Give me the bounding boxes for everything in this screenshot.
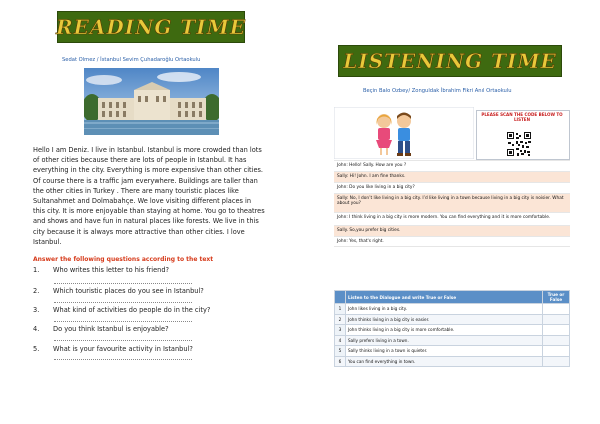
reading-time-banner xyxy=(57,11,245,43)
question-number: 4. xyxy=(33,325,40,333)
answer-line-2[interactable] xyxy=(54,302,192,303)
questions-instruction: Answer the following questions according to the text xyxy=(33,256,214,263)
question-text: Which touristic places do you see in Istanbul? xyxy=(53,287,204,295)
listening-time-banner xyxy=(338,45,562,77)
row-number: 1 xyxy=(335,304,346,315)
answer-line-3[interactable] xyxy=(54,321,192,322)
row-statement: Sally prefers living in a town. xyxy=(346,335,543,346)
table-header: Listen to the Dialogue and write True or False xyxy=(346,291,543,304)
row-number: 5 xyxy=(335,346,346,357)
question-2 xyxy=(33,287,204,295)
dialogue-line-1: John: Hello! Sally. How are you ? xyxy=(334,160,570,171)
answer-cell[interactable] xyxy=(543,335,570,346)
row-statement: Sally thinks living in a town is quieter. xyxy=(346,346,543,357)
listening-byline: Beçin Balo Ozbey/ Zonguldak İbrahim Fikri Anıl Ortaokulu xyxy=(363,88,512,94)
question-1 xyxy=(33,266,169,274)
qr-code-icon[interactable] xyxy=(506,131,532,157)
answer-cell[interactable] xyxy=(543,346,570,357)
row-number: 4 xyxy=(335,335,346,346)
question-3 xyxy=(33,306,210,314)
row-number: 2 xyxy=(335,314,346,325)
answer-line-1[interactable] xyxy=(54,283,192,284)
table-row xyxy=(335,304,570,315)
answer-cell[interactable] xyxy=(543,314,570,325)
dialogue-line-4: Sally: No, I don’t like living in a big city. I’d like living in a town because living in a big city is noisier. What about you? xyxy=(334,193,570,212)
dialogue-line-3: John: Do you like living in a big city? xyxy=(334,182,570,193)
table-header-row xyxy=(335,291,570,304)
answer-line-4[interactable] xyxy=(54,340,192,341)
question-text: What is your favourite activity in Istanbul? xyxy=(53,345,193,353)
question-number: 5. xyxy=(33,345,40,353)
reading-byline: Sedat Olmez / İstanbul Sevim Çuhadaroğlu Ortaokulu xyxy=(62,57,201,63)
answer-cell[interactable] xyxy=(543,304,570,315)
table-row xyxy=(335,325,570,336)
scan-instruction: PLEASE SCAN THE CODE BELOW TO LISTEN xyxy=(481,112,563,122)
question-text: Who writes this letter to his friend? xyxy=(53,266,170,274)
question-5 xyxy=(33,345,193,353)
table-row xyxy=(335,335,570,346)
dialogue-line-2: Sally: Hi! John. I am fine thanks. xyxy=(334,171,570,182)
reading-title: READING TIME xyxy=(55,15,247,39)
question-text: What kind of activities do people do in the city? xyxy=(53,306,211,314)
dolmabahce-palace-image xyxy=(84,68,219,135)
dialogue-line-7: John: Yes, that's right. xyxy=(334,236,570,247)
listening-title: LISTENING TIME xyxy=(343,49,557,73)
dialogue-line-5: John: I think living in a big city is more modern. You can find everything and it is more comfortable. xyxy=(334,212,570,225)
row-number: 3 xyxy=(335,325,346,336)
row-number: 6 xyxy=(335,356,346,367)
table-row xyxy=(335,314,570,325)
dialogue-line-6: Sally. So,you prefer big cities. xyxy=(334,225,570,236)
answer-cell[interactable] xyxy=(543,325,570,336)
table-row xyxy=(335,356,570,367)
question-number: 2. xyxy=(33,287,40,295)
row-statement: You can find everything in town. xyxy=(346,356,543,367)
row-statement: John thinks living in a big city is easier. xyxy=(346,314,543,325)
answer-line-5[interactable] xyxy=(54,359,192,360)
header-spacer xyxy=(335,291,346,304)
true-false-table xyxy=(334,290,570,367)
question-4 xyxy=(33,325,169,333)
true-false-header: True or False xyxy=(543,291,570,304)
question-number: 3. xyxy=(33,306,40,314)
row-statement: John likes living in a big city. xyxy=(346,304,543,315)
children-illustration xyxy=(334,107,474,159)
answer-cell[interactable] xyxy=(543,356,570,367)
row-statement: John thinks living in a big city is more comfortable. xyxy=(346,325,543,336)
table-row xyxy=(335,346,570,357)
question-text: Do you think Istanbul is enjoyable? xyxy=(53,325,169,333)
reading-passage: Hello I am Deniz. I live in Istanbul. Istanbul is more crowded than lots of other cities because there are lots of people in Istanbul. It has everything in the city. Everything is more expensive than other cities. Of course there is a traffic jam everywhere. Buildings are taller than the other cities in Turkey . There are many touristic places like Sultanahmet and Dolmabahçe. We love visiting different places in this city. It is more enjoyable than staying at home. You go to theatres and shows and have fun in natural places like forests. We live in this city because it is always more attractive than other cities. I love Istanbul. xyxy=(33,146,265,246)
question-number: 1. xyxy=(33,266,40,274)
